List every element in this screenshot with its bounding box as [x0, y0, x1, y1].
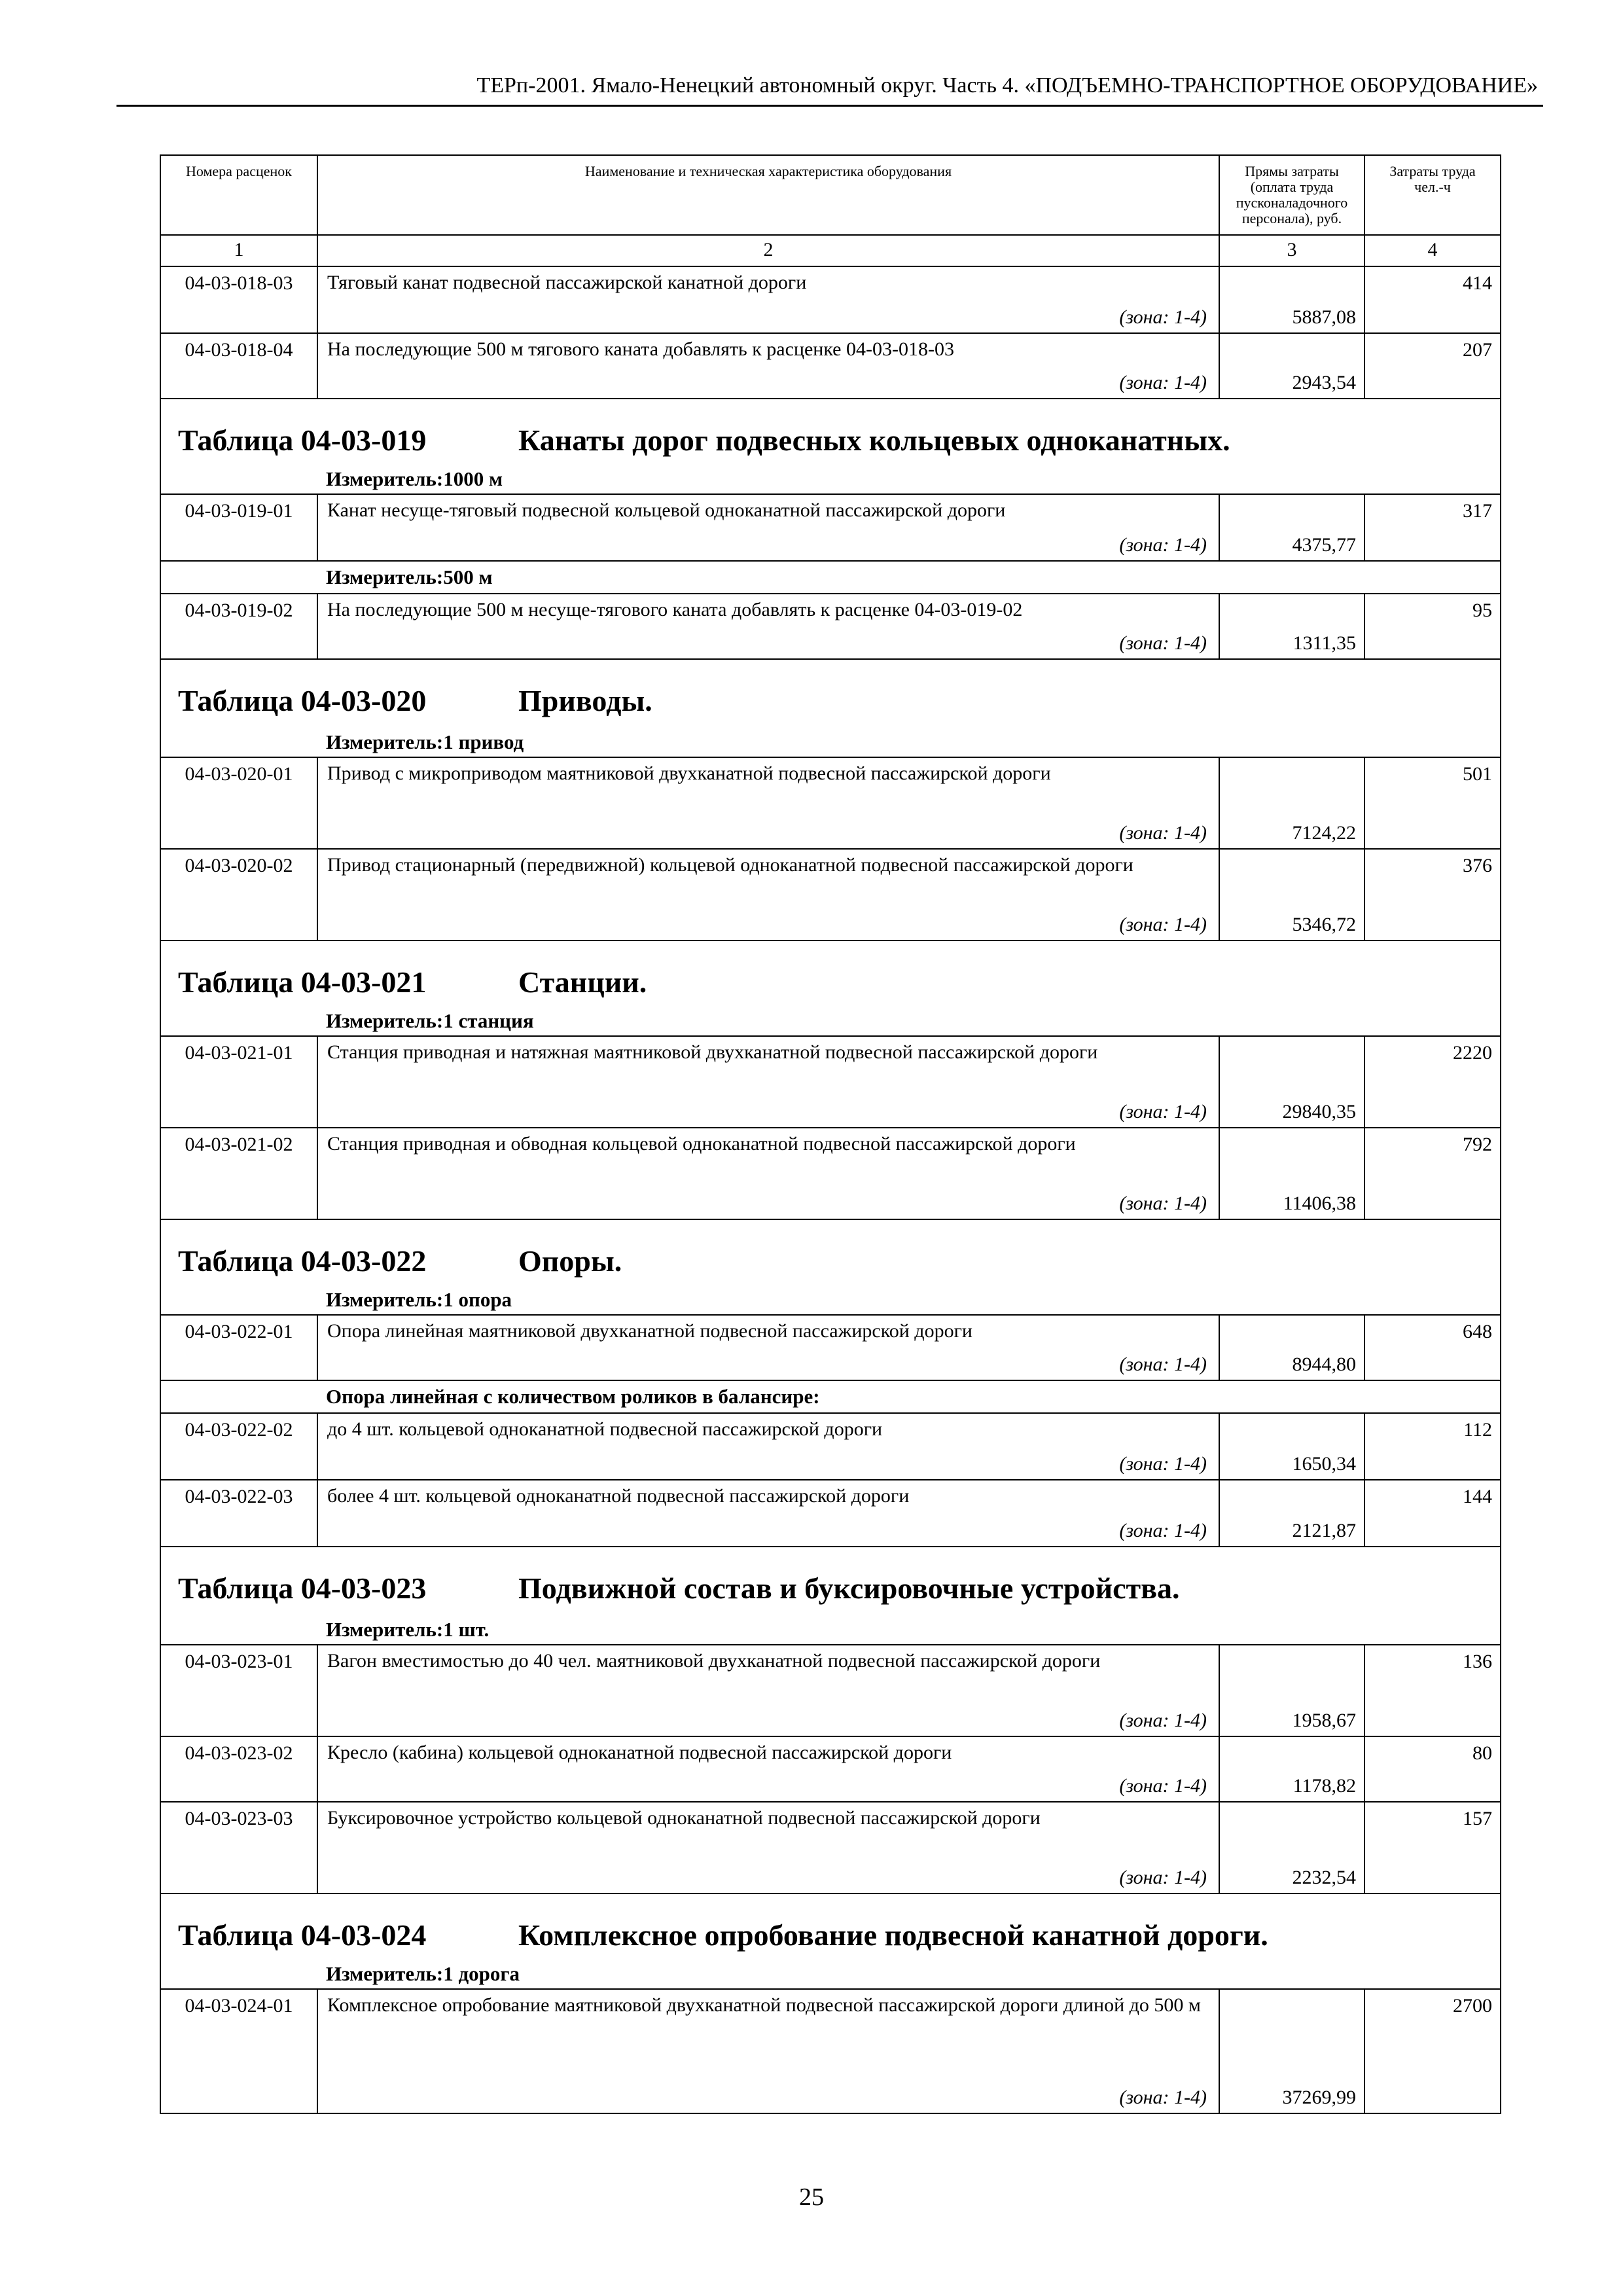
rate-description: Буксировочное устройство кольцевой одноканатной подвесной пассажирской дороги: [327, 1807, 1041, 1829]
rate-description: Привод стационарный (передвижной) кольцевой одноканатной подвесной пассажирской дороги: [327, 854, 1133, 876]
rate-code: 04-03-023-02: [161, 1737, 318, 1801]
table-name: Канаты дорог подвесных кольцевых одноканатных.: [518, 423, 1230, 457]
direct-cost: 4375,77: [1292, 534, 1356, 556]
rate-description: до 4 шт. кольцевой одноканатной подвесной пассажирской дороги: [327, 1418, 883, 1440]
labor-cost: 2700: [1453, 1995, 1492, 2017]
measure-unit: Измеритель:500 м: [326, 565, 493, 588]
column-header-code: Номера расценок: [161, 156, 318, 236]
table-title-block: [161, 660, 1500, 758]
rate-description: Станция приводная и обводная кольцевой одноканатной подвесной пассажирской дороги: [327, 1133, 1076, 1155]
rate-description: Опора линейная маятниковой двухканатной подвесной пассажирской дороги: [327, 1320, 972, 1342]
labor-cost: 376: [1463, 855, 1492, 876]
column-header-cost: Прямы затраты (оплата труда пусконаладочного персонала), руб.: [1220, 156, 1365, 236]
table-title-block: [161, 399, 1500, 495]
measure-unit: Измеритель:1 станция: [326, 1009, 534, 1032]
zone-label: (зона: 1-4): [1119, 306, 1207, 328]
column-header-labor: Затраты труда чел.-ч: [1365, 156, 1500, 236]
table-row: [161, 758, 1500, 850]
direct-cost: 1311,35: [1293, 632, 1356, 654]
table-number: Таблица 04-03-020: [178, 684, 427, 717]
measure-subheader: [161, 562, 1500, 594]
rate-description: На последующие 500 м тягового каната добавлять к расценке 04-03-018-03: [327, 338, 954, 360]
table-row: [161, 1645, 1500, 1737]
rate-code: 04-03-022-02: [161, 1414, 318, 1479]
rate-description: Тяговый канат подвесной пассажирской канатной дороги: [327, 272, 807, 293]
direct-cost: 2232,54: [1292, 1867, 1356, 1888]
table-row: [161, 495, 1500, 562]
rate-description: Вагон вместимостью до 40 чел. маятниковой двухканатной подвесной пассажирской дороги: [327, 1650, 1101, 1672]
table-number: Таблица 04-03-022: [178, 1244, 427, 1278]
rate-code: 04-03-024-01: [161, 1990, 318, 2113]
direct-cost: 5346,72: [1292, 914, 1356, 935]
group-label: Опора линейная с количеством роликов в балансире:: [326, 1385, 820, 1408]
labor-cost: 317: [1463, 500, 1492, 522]
direct-cost: 11406,38: [1283, 1193, 1356, 1214]
table-row: [161, 267, 1500, 334]
table-name: Приводы.: [518, 684, 652, 717]
table-row: [161, 1803, 1500, 1894]
table-name: Подвижной состав и буксировочные устройства.: [518, 1571, 1180, 1605]
zone-label: (зона: 1-4): [1119, 1710, 1207, 1731]
rate-description: На последующие 500 м несуще-тягового каната добавлять к расценке 04-03-019-02: [327, 599, 1023, 620]
column-number: 1: [161, 236, 318, 267]
direct-cost: 37269,99: [1282, 2087, 1356, 2108]
measure-unit: Измеритель:1 шт.: [326, 1618, 490, 1641]
rate-description: Станция приводная и натяжная маятниковой двухканатной подвесной пассажирской дороги: [327, 1041, 1098, 1063]
page-number: 25: [799, 2183, 824, 2211]
labor-cost: 2220: [1453, 1042, 1492, 1064]
zone-label: (зона: 1-4): [1119, 2087, 1207, 2108]
rate-description: Канат несуще-тяговый подвесной кольцевой одноканатной пассажирской дороги: [327, 499, 1006, 521]
labor-cost: 792: [1463, 1134, 1492, 1155]
rate-description: Комплексное опробование маятниковой двухканатной подвесной пассажирской дороги длиной до 500 м: [327, 1994, 1201, 2016]
zone-label: (зона: 1-4): [1119, 372, 1207, 393]
table-number: Таблица 04-03-021: [178, 965, 427, 999]
table-number: Таблица 04-03-019: [178, 423, 427, 457]
table-number: Таблица 04-03-023: [178, 1571, 427, 1605]
measure-unit: Измеритель:1 опора: [326, 1288, 512, 1311]
table-row: [161, 1990, 1500, 2113]
running-header: [116, 71, 1543, 107]
rates-table: [160, 154, 1501, 2114]
direct-cost: 29840,35: [1282, 1101, 1356, 1122]
labor-cost: 501: [1463, 763, 1492, 785]
direct-cost: 2943,54: [1292, 372, 1356, 393]
column-number: 4: [1365, 236, 1500, 267]
rate-code: 04-03-020-01: [161, 758, 318, 848]
rate-code: 04-03-019-02: [161, 594, 318, 658]
labor-cost: 112: [1463, 1419, 1492, 1441]
labor-cost: 80: [1472, 1742, 1492, 1764]
rate-code: 04-03-023-03: [161, 1803, 318, 1893]
labor-cost: 136: [1463, 1651, 1492, 1672]
table-row: [161, 850, 1500, 941]
labor-cost: 95: [1472, 600, 1492, 621]
table-name: Станции.: [518, 965, 647, 999]
zone-label: (зона: 1-4): [1119, 1453, 1207, 1475]
table-name: Опоры.: [518, 1244, 622, 1278]
rate-code: 04-03-021-02: [161, 1128, 318, 1219]
table-row: [161, 1316, 1500, 1381]
rate-description: более 4 шт. кольцевой одноканатной подвесной пассажирской дороги: [327, 1485, 910, 1507]
labor-cost: 207: [1463, 339, 1492, 361]
direct-cost: 1178,82: [1293, 1775, 1356, 1797]
direct-cost: 1958,67: [1292, 1710, 1356, 1731]
table-title-block: [161, 941, 1500, 1037]
rate-code: 04-03-018-04: [161, 334, 318, 398]
rate-code: 04-03-022-03: [161, 1480, 318, 1546]
table-row: [161, 334, 1500, 399]
direct-cost: 1650,34: [1292, 1453, 1356, 1475]
table-name: Комплексное опробование подвесной канатной дороги.: [518, 1918, 1268, 1952]
table-row: [161, 1480, 1500, 1547]
column-number: 2: [318, 236, 1220, 267]
column-header-name: Наименование и техническая характеристика оборудования: [318, 156, 1220, 236]
rate-description: Кресло (кабина) кольцевой одноканатной подвесной пассажирской дороги: [327, 1742, 952, 1763]
measure-unit: Измеритель:1 привод: [326, 730, 524, 753]
zone-label: (зона: 1-4): [1119, 1101, 1207, 1122]
labor-cost: 414: [1463, 272, 1492, 294]
table-row: [161, 1128, 1500, 1220]
labor-cost: 648: [1463, 1321, 1492, 1342]
measure-unit: Измеритель:1 дорога: [326, 1962, 520, 1985]
labor-cost: 144: [1463, 1486, 1492, 1507]
column-number: 3: [1220, 236, 1365, 267]
labor-cost: 157: [1463, 1808, 1492, 1829]
rate-code: 04-03-020-02: [161, 850, 318, 940]
direct-cost: 5887,08: [1292, 306, 1356, 328]
direct-cost: 8944,80: [1292, 1354, 1356, 1375]
direct-cost: 7124,22: [1292, 822, 1356, 844]
zone-label: (зона: 1-4): [1119, 1193, 1207, 1214]
measure-unit: Измеритель:1000 м: [326, 467, 503, 490]
table-row: [161, 1037, 1500, 1128]
zone-label: (зона: 1-4): [1119, 822, 1207, 844]
rate-code: 04-03-021-01: [161, 1037, 318, 1127]
rate-description: Привод с микроприводом маятниковой двухканатной подвесной пассажирской дороги: [327, 762, 1051, 784]
header-text: ТЕРп-2001. Ямало-Ненецкий автономный округ. Часть 4. «ПОДЪЕМНО-ТРАНСПОРТНОЕ ОБОРУДОВАНИЕ»: [476, 73, 1538, 98]
zone-label: (зона: 1-4): [1119, 1867, 1207, 1888]
zone-label: (зона: 1-4): [1119, 914, 1207, 935]
table-row: [161, 1737, 1500, 1803]
zone-label: (зона: 1-4): [1119, 1775, 1207, 1797]
zone-label: (зона: 1-4): [1119, 632, 1207, 654]
table-row: [161, 594, 1500, 660]
zone-label: (зона: 1-4): [1119, 1520, 1207, 1541]
group-subheader: [161, 1381, 1500, 1414]
table-row: [161, 1414, 1500, 1480]
rate-code: 04-03-018-03: [161, 267, 318, 332]
rate-code: 04-03-022-01: [161, 1316, 318, 1380]
rate-code: 04-03-023-01: [161, 1645, 318, 1736]
zone-label: (зона: 1-4): [1119, 1354, 1207, 1375]
direct-cost: 2121,87: [1292, 1520, 1356, 1541]
zone-label: (зона: 1-4): [1119, 534, 1207, 556]
table-number: Таблица 04-03-024: [178, 1918, 427, 1952]
table-title-block: [161, 1547, 1500, 1645]
rate-code: 04-03-019-01: [161, 495, 318, 560]
table-title-block: [161, 1894, 1500, 1990]
table-title-block: [161, 1220, 1500, 1316]
